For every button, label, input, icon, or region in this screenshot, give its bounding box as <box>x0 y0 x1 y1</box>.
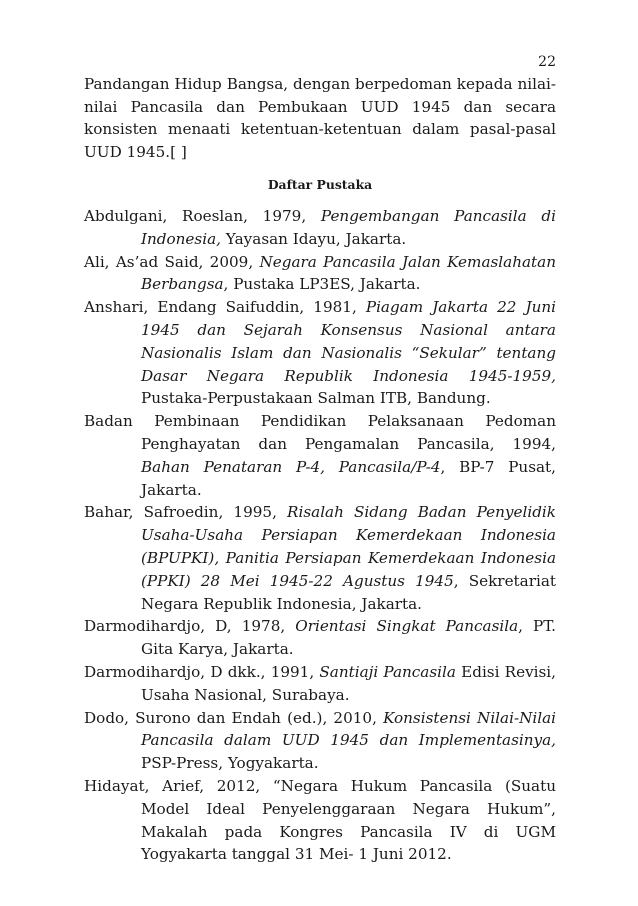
reference-author-year: Darmodihardjo, D dkk., 1991, <box>84 662 320 681</box>
reference-entry <box>84 615 556 661</box>
reference-author-year: Darmodihardjo, D, 1978, <box>84 617 296 636</box>
reference-publisher: , PT. Gita Karya, Jakarta. <box>141 617 556 659</box>
reference-entry <box>84 707 556 775</box>
section-title: Daftar Pustaka <box>267 177 373 192</box>
reference-publisher: , Pustaka LP3ES, Jakarta. <box>223 275 421 294</box>
reference-author-year: Abdulgani, Roeslan, 1979, <box>84 207 321 225</box>
reference-author-year: Bahar, Safroedin, 1995, <box>84 503 288 522</box>
reference-entry <box>84 410 556 501</box>
reference-title: Orientasi Singkat Pancasila <box>295 617 519 636</box>
reference-author-year: Anshari, Endang Saifuddin, 1981, <box>84 298 366 317</box>
reference-entry <box>84 775 556 866</box>
reference-entry <box>84 296 556 410</box>
reference-author-year: Hidayat, Arief, 2012, “Negara Hukum Pancasila (Suatu Model Ideal Penyelenggaraan Negara Hukum”, Makalah pada Kongres Pancasila IV di UGM Yogyakarta tanggal 31 Mei- 1 Juni 2012. <box>84 776 556 864</box>
reference-entry <box>84 251 556 297</box>
reference-title: Piagam Jakarta 22 Juni 1945 dan Sejarah Konsensus Nasional antara Nasionalis Islam dan Nasionalis “Sekular” tentang Dasar Negara Republik Indonesia 1945-1959, <box>141 298 556 385</box>
reference-author-year: Badan Pembinaan Pendidikan Pelaksanaan Pedoman Penghayatan dan Pengamalan Pancasila, 1994, <box>84 412 556 453</box>
reference-entry <box>84 205 556 251</box>
reference-publisher: , BP-7 Pusat, Jakarta. <box>141 457 556 499</box>
reference-entry <box>84 661 556 707</box>
reference-list <box>84 205 556 866</box>
reference-author-year: Dodo, Surono dan Endah (ed.), 2010, <box>84 708 384 727</box>
reference-publisher: , Sekretariat Negara Republik Indonesia, Jakarta. <box>141 571 556 613</box>
reference-entry <box>84 501 556 615</box>
reference-title: Risalah Sidang Badan Penyelidik Usaha-Usaha Persiapan Kemerdekaan Indonesia (BPUPKI), Panitia Persiapan Kemerdekaan Indonesia (PPKI) 28 Mei 1945-22 Agustus 1945 <box>141 503 556 590</box>
page-number: 22 <box>538 54 556 70</box>
reference-publisher: PSP-Press, Yogyakarta. <box>141 754 319 773</box>
reference-title: Santiaji Pancasila <box>319 662 456 681</box>
reference-title: Konsistensi Nilai-Nilai Pancasila dalam UUD 1945 dan Implementasinya, <box>141 708 556 750</box>
reference-publisher: Yayasan Idayu, Jakarta. <box>220 229 407 248</box>
reference-author-year: Ali, As’ad Said, 2009, <box>84 252 260 271</box>
reference-title: Bahan Penataran P-4, Pancasila/P-4 <box>141 457 441 476</box>
reference-title: Negara Pancasila Jalan Kemaslahatan Berbangsa <box>141 252 556 294</box>
reference-publisher: Pustaka-Perpustakaan Salman ITB, Bandung. <box>141 389 491 408</box>
intro-paragraph: Pandangan Hidup Bangsa, dengan berpedoman kepada nilai-nilai Pancasila dan Pembukaan UUD 1945 dan secara konsisten menaati ketentuan-ketentuan dalam pasal-pasal UUD 1945.[ ] <box>84 75 556 161</box>
reference-title: Pengembangan Pancasila di Indonesia, <box>141 207 557 248</box>
reference-publisher: Edisi Revisi, Usaha Nasional, Surabaya. <box>141 662 556 704</box>
